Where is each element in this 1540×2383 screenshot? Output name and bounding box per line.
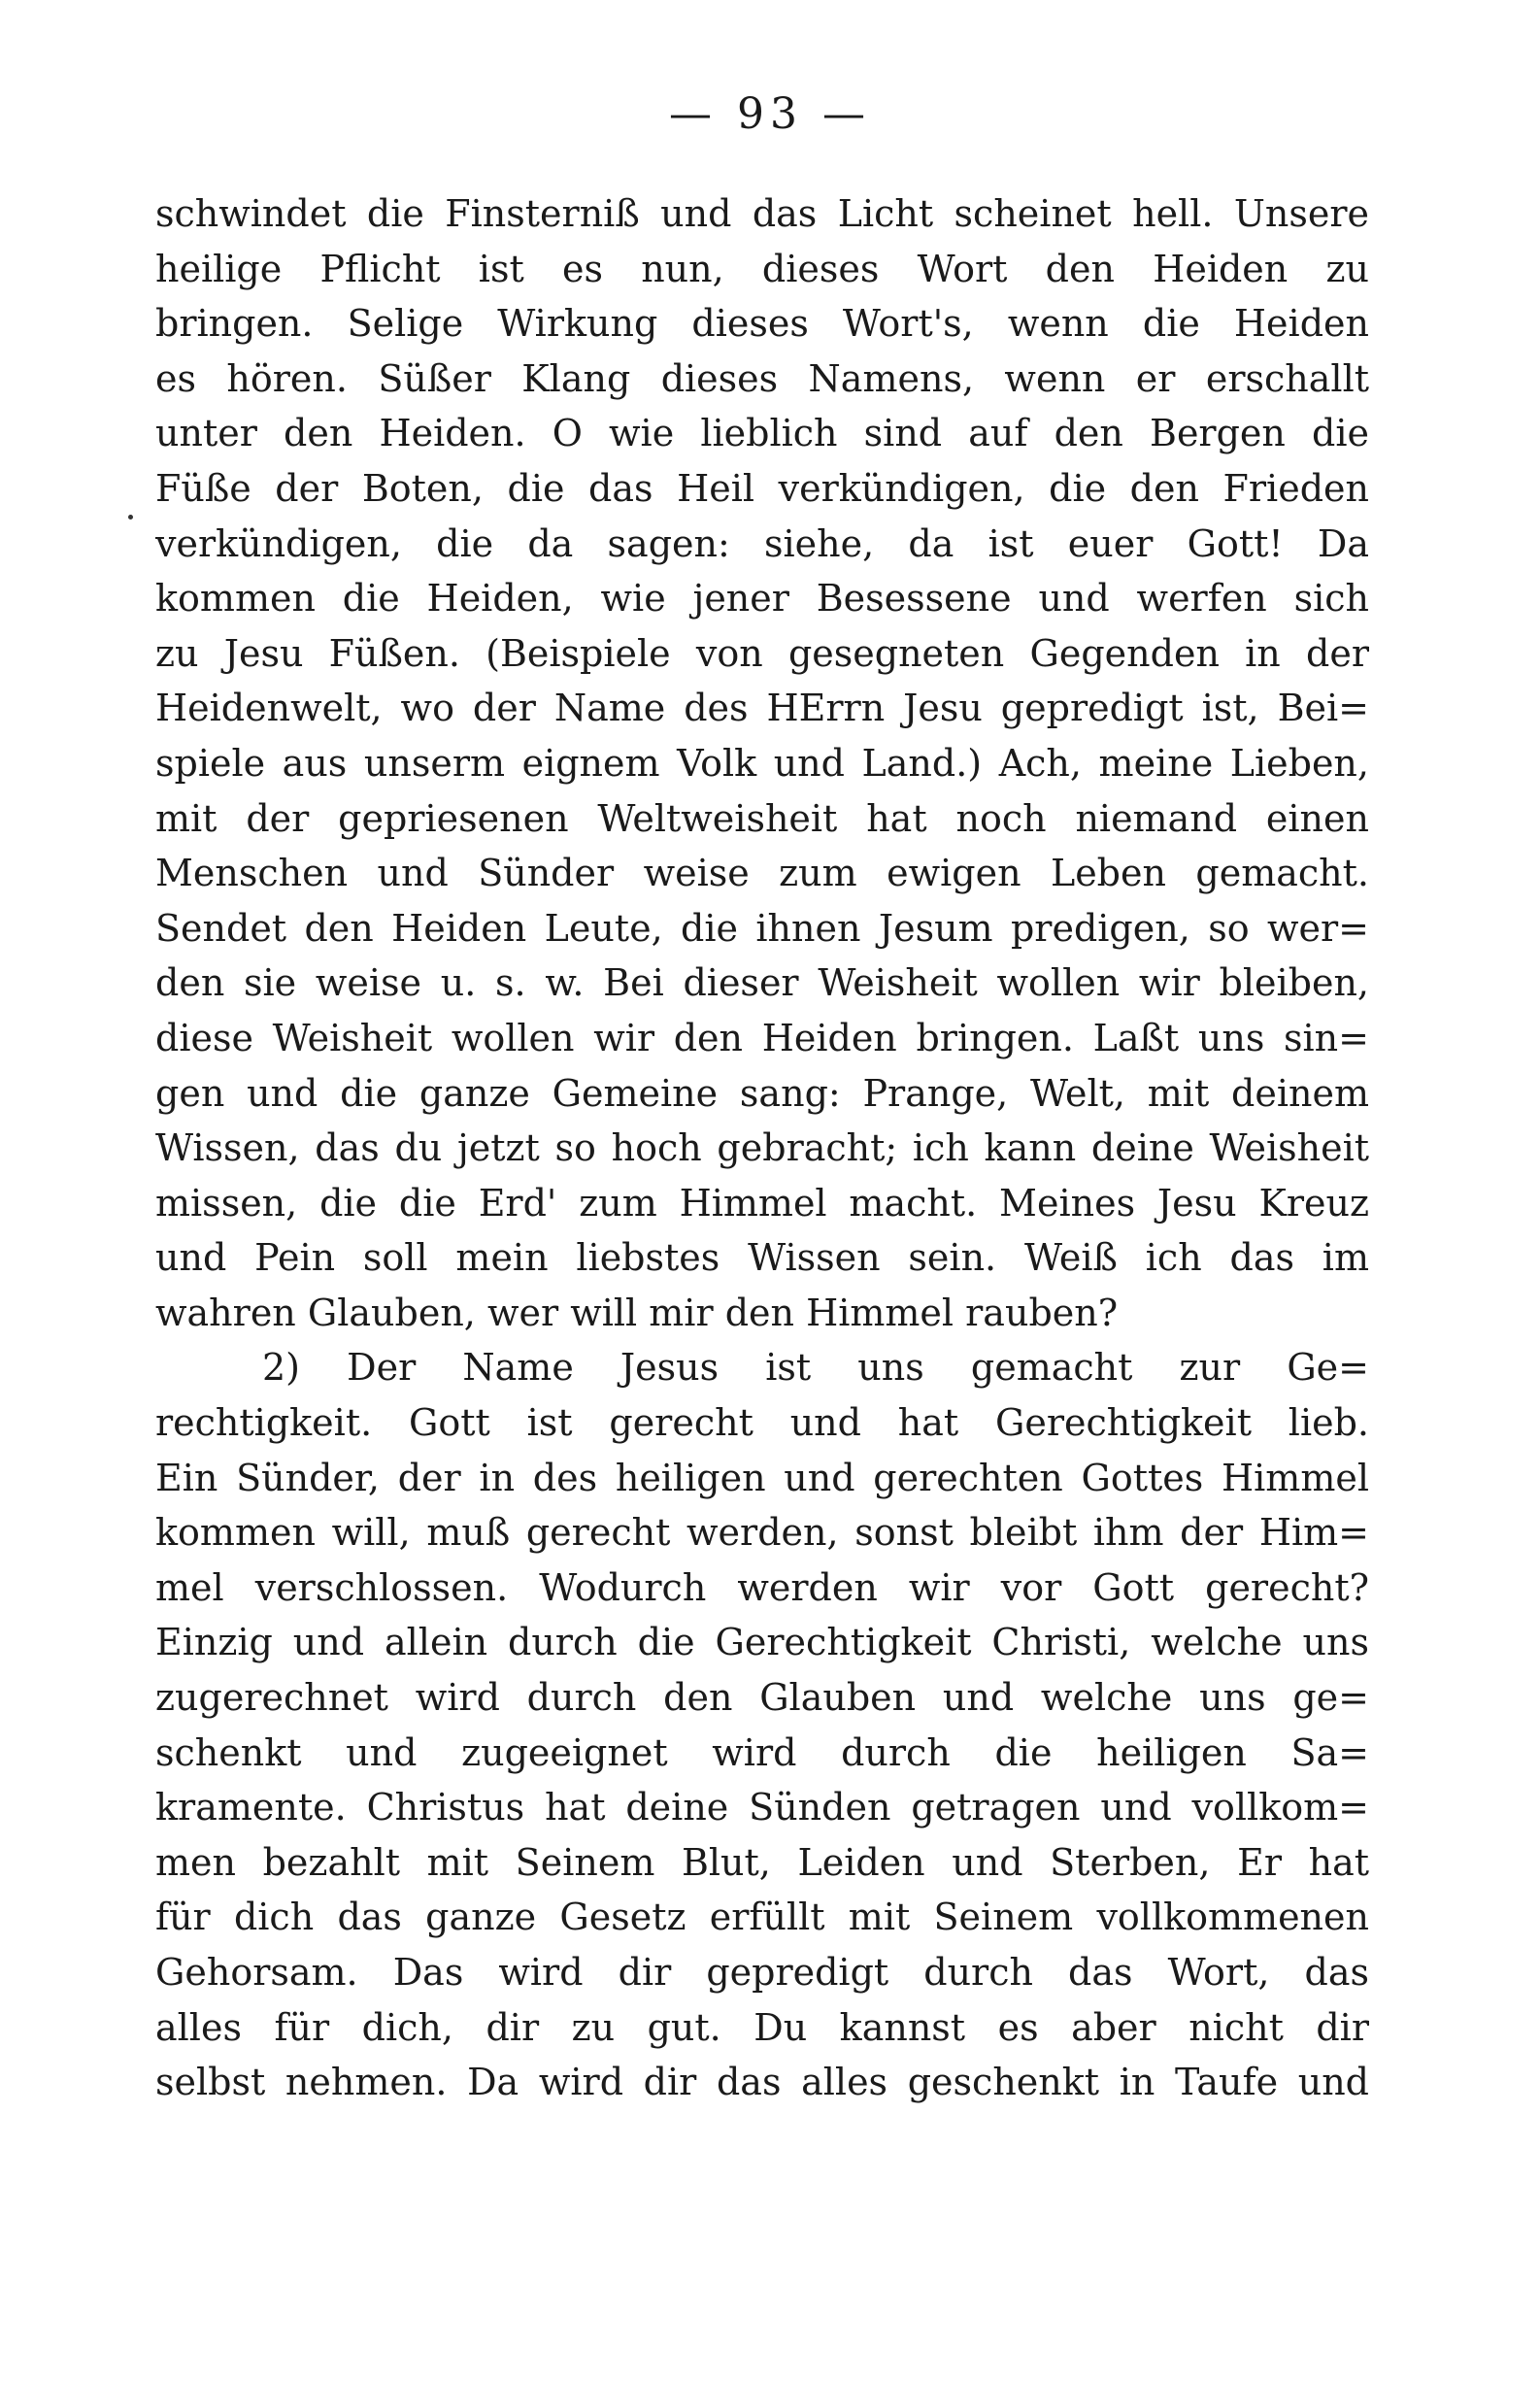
text-line: bringen. Selige Wirkung dieses Wort's, wenn die Heiden [155,302,1369,346]
text-line: zugerechnet wird durch den Glauben und welche uns ge= [155,1676,1369,1720]
text-line: alles für dich, dir zu gut. Du kannst es aber nicht dir [155,2005,1369,2049]
text-line: mit der gepriesenen Weltweisheit hat noch niemand einen [155,796,1369,840]
text-line: Ein Sünder, der in des heiligen und gerechten Gottes Himmel [155,1456,1369,1499]
text-line: und Pein soll mein liebstes Wissen sein. Weiß ich das im [155,1236,1369,1280]
text-line: Menschen und Sünder weise zum ewigen Leben gemacht. [155,852,1369,895]
text-line: men bezahlt mit Seinem Blut, Leiden und Sterben, Er hat [155,1840,1369,1884]
text-line: schwindet die Finsterniß und das Licht scheinet hell. Unsere [155,192,1369,235]
text-line: es hören. Süßer Klang dieses Namens, wenn er erschallt [155,356,1369,400]
text-line: Heidenwelt, wo der Name des HErrn Jesu gepredigt ist, Bei= [155,687,1369,730]
text-line: mel verschlossen. Wodurch werden wir vor Gott gerecht? [155,1565,1369,1609]
text-line: kommen die Heiden, wie jener Besessene und werfen sich [155,577,1369,621]
text-line: gen und die ganze Gemeine sang: Prange, Welt, mit deinem [155,1071,1369,1115]
text-line: heilige Pflicht ist es nun, dieses Wort den Heiden zu [155,247,1369,290]
text-line: spiele aus unserm eignem Volk und Land.) Ach, meine Lieben, [155,741,1369,785]
text-line: Gehorsam. Das wird dir gepredigt durch das Wort, das [155,1951,1369,1994]
text-line: diese Weisheit wollen wir den Heiden bringen. Laßt uns sin= [155,1016,1369,1059]
text-line: zu Jesu Füßen. (Beispiele von gesegneten Gegenden in der [155,631,1369,675]
text-line: missen, die die Erd' zum Himmel macht. Meines Jesu Kreuz [155,1181,1369,1225]
text-line: schenkt und zugeeignet wird durch die heiligen Sa= [155,1730,1369,1774]
margin-mark [128,515,133,520]
paragraph-end-line: wahren Glauben, wer will mir den Himmel rauben? [155,1291,1119,1334]
text-line: den sie weise u. s. w. Bei dieser Weisheit wollen wir bleiben, [155,961,1369,1005]
text-line: rechtigkeit. Gott ist gerecht und hat Gerechtigkeit lieb. [155,1401,1369,1445]
text-line: kramente. Christus hat deine Sünden getragen und vollkom= [155,1786,1369,1829]
body-text [155,186,1369,2110]
text-line: Sendet den Heiden Leute, die ihnen Jesum predigen, so wer= [155,906,1369,950]
text-line: für dich das ganze Gesetz erfüllt mit Seinem vollkommenen [155,1896,1369,1939]
text-line: Füße der Boten, die das Heil verkündigen, die den Frieden [155,466,1369,510]
text-line: selbst nehmen. Da wird dir das alles geschenkt in Taufe und [155,2061,1369,2104]
text-line: Einzig und allein durch die Gerechtigkeit Christi, welche uns [155,1621,1369,1664]
section-heading-line: 2) Der Name Jesus ist uns gemacht zur Ge= [262,1346,1369,1390]
page-number: — 93 — [669,89,871,139]
text-line: Wissen, das du jetzt so hoch gebracht; ich kann deine Weisheit [155,1126,1369,1170]
text-line: unter den Heiden. O wie lieblich sind auf den Bergen die [155,412,1369,455]
text-line: verkündigen, die da sagen: siehe, da ist euer Gott! Da [155,521,1369,565]
text-line: kommen will, muß gerecht werden, sonst bleibt ihm der Him= [155,1511,1369,1555]
